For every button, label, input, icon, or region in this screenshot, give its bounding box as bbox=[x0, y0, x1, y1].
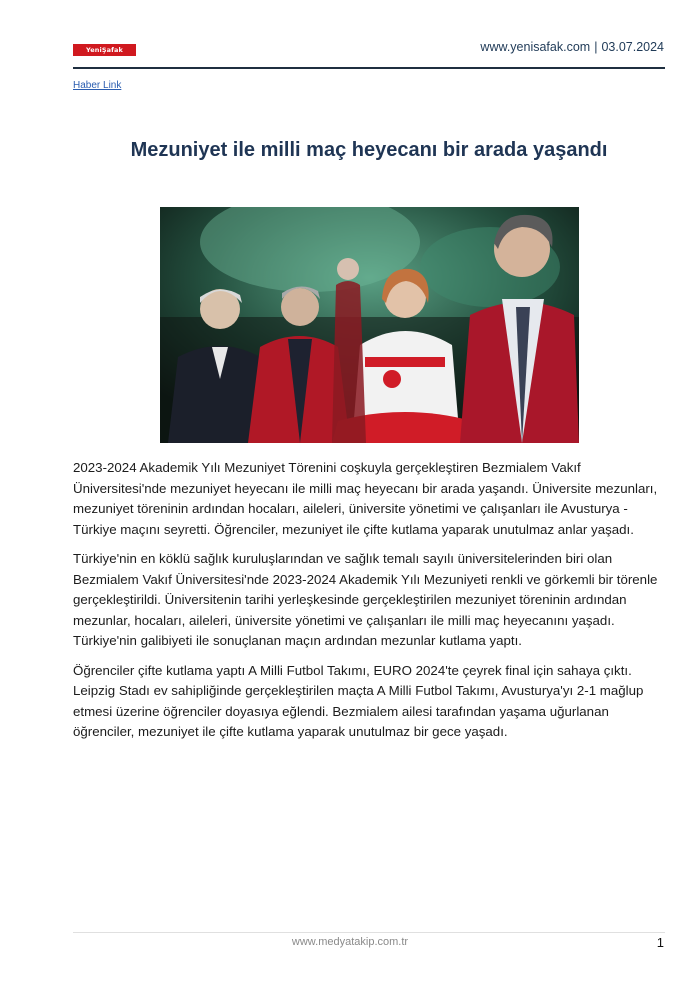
yenisafak-logo: YeniŞafak bbox=[73, 44, 136, 56]
article-title: Mezuniyet ile milli maç heyecanı bir arada yaşandı bbox=[130, 139, 608, 161]
page-number: 1 bbox=[656, 935, 664, 950]
header-meta bbox=[480, 40, 664, 54]
article-paragraph: Öğrenciler çifte kutlama yaptı A Milli Futbol Takımı, EURO 2024'te çeyrek final için sahaya çıktı. Leipzig Stadı ev sahipliğinde gerçekleştirilen maçta A Milli Futbol Takımı, Avusturya'yı 2-1 mağlup etmesi üzerine öğrenciler doyasıya eğlendi. Bezmialem ailesi tarafından yaşama uğurlanan öğrenciler, mezuniyet ile çifte kutlama yaparak unutulmaz bir gece yaşadı. bbox=[73, 662, 644, 739]
header-rule bbox=[73, 67, 665, 69]
header-separator: | bbox=[594, 40, 598, 54]
article-paragraph: Türkiye'nin en köklü sağlık kuruluşlarından ve sağlık temalı sayılı üniversitelerinden biri olan Bezmialem Vakıf Üniversitesi'nde 2023-2024 Akademik Yılı Mezuniyeti renkli ve görkemli bir törenle gerçekleştirildi. Üniversitenin tarihi yerleşkesinde gerçekleştirilen mezuniyet töreninin ardından mezunlar, hocaları, aileleri, üniversite yönetimi ve çalışanları ile milli maç heyecanını yaşadı. Türkiye'nin galibiyeti ile sonuçlanan maçın ardından mezunlar kutlama yaptı. bbox=[73, 551, 658, 648]
article-photo bbox=[160, 207, 579, 443]
header-date: 03.07.2024 bbox=[601, 40, 664, 54]
header-site: www.yenisafak.com bbox=[480, 40, 591, 54]
article-body bbox=[73, 458, 673, 752]
footer-rule bbox=[73, 932, 665, 933]
article-paragraph: 2023-2024 Akademik Yılı Mezuniyet Törenini coşkuyla gerçekleştiren Bezmialem Vakıf Üniversitesi'nde mezuniyet heyecanı ile milli maç heyecanı bir arada yaşandı. Üniversite mezunları, mezuniyet töreninin ardından hocaları, aileleri, üniversite yönetimi ve çalışanları ile Avusturya - Türkiye maçını seyretti. Öğrenciler, mezuniyet ile çifte kutlama yaparak unutulmaz anlar yaşadı. bbox=[73, 460, 658, 537]
graduation-crowd-illustration bbox=[160, 207, 579, 443]
footer-site: www.medyatakip.com.tr bbox=[291, 936, 409, 948]
source-link[interactable]: Haber Link bbox=[73, 80, 122, 91]
